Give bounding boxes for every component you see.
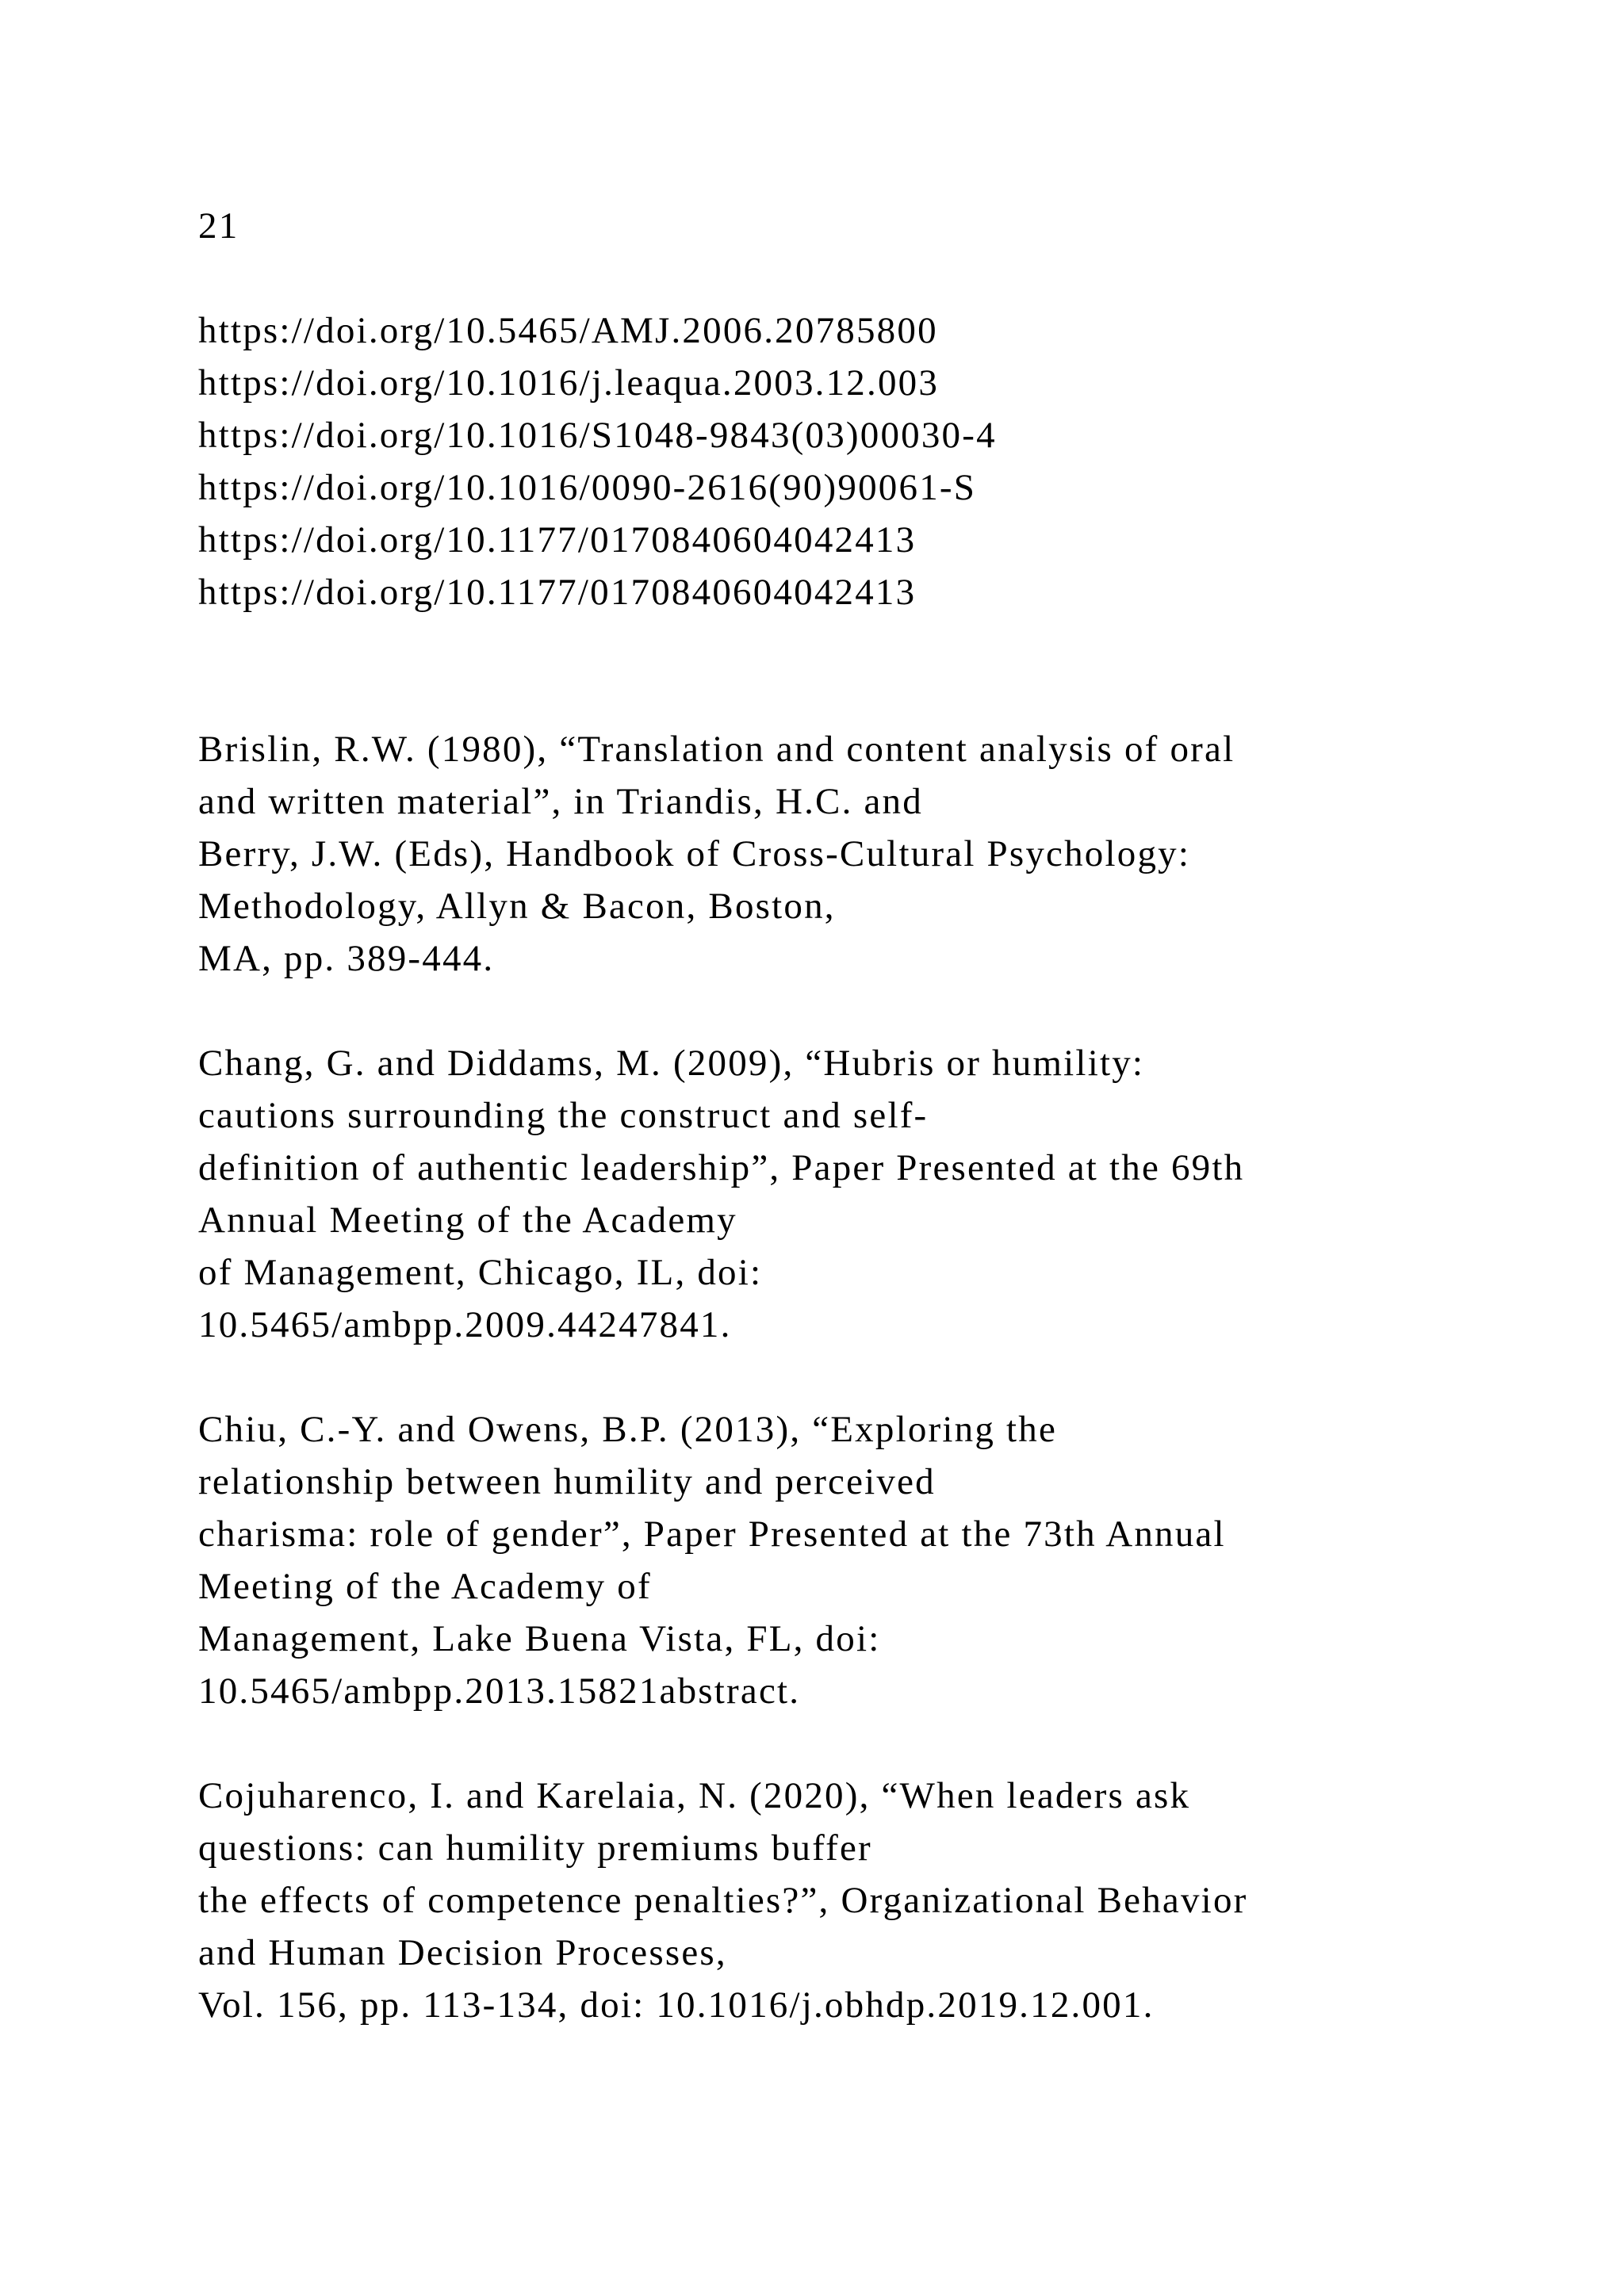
- reference-line: Annual Meeting of the Academy: [198, 1200, 737, 1241]
- reference-cojuharenco-2020: [198, 1770, 1435, 2031]
- reference-line: charisma: role of gender”, Paper Presented at the 73th Annual: [198, 1513, 1226, 1555]
- reference-line: Management, Lake Buena Vista, FL, doi:: [198, 1618, 881, 1659]
- doi-link-list: [198, 304, 1435, 618]
- reference-brislin-1980: [198, 723, 1435, 985]
- reference-line: 10.5465/ambpp.2013.15821abstract.: [198, 1670, 801, 1712]
- reference-line: and Human Decision Processes,: [198, 1932, 727, 1973]
- reference-line: 10.5465/ambpp.2009.44247841.: [198, 1304, 732, 1345]
- reference-line: cautions surrounding the construct and self-: [198, 1095, 929, 1136]
- reference-line: Chiu, C.-Y. and Owens, B.P. (2013), “Exploring the: [198, 1409, 1058, 1450]
- doi-link: https://doi.org/10.1016/0090-2616(90)90061-S: [198, 467, 977, 508]
- reference-chiu-2013: [198, 1403, 1435, 1717]
- reference-line: definition of authentic leadership”, Paper Presented at the 69th: [198, 1147, 1245, 1188]
- reference-line: Cojuharenco, I. and Karelaia, N. (2020), “When leaders ask: [198, 1775, 1191, 1816]
- reference-line: Vol. 156, pp. 113-134, doi: 10.1016/j.obhdp.2019.12.001.: [198, 1984, 1155, 2026]
- doi-link: https://doi.org/10.1016/j.leaqua.2003.12.003: [198, 362, 940, 404]
- reference-line: Meeting of the Academy of: [198, 1566, 652, 1607]
- page-number: 21: [198, 205, 239, 247]
- reference-line: Chang, G. and Diddams, M. (2009), “Hubris or humility:: [198, 1043, 1145, 1084]
- doi-link: https://doi.org/10.5465/AMJ.2006.20785800: [198, 310, 938, 351]
- reference-line: and written material”, in Triandis, H.C. and: [198, 781, 923, 822]
- reference-line: Methodology, Allyn & Bacon, Boston,: [198, 886, 836, 927]
- document-page: [198, 200, 1435, 2084]
- reference-line: relationship between humility and perceived: [198, 1461, 936, 1502]
- reference-line: Brislin, R.W. (1980), “Translation and content analysis of oral: [198, 729, 1235, 770]
- reference-chang-2009: [198, 1037, 1435, 1351]
- reference-line: MA, pp. 389-444.: [198, 938, 495, 979]
- doi-link: https://doi.org/10.1177/0170840604042413: [198, 572, 917, 613]
- doi-link: https://doi.org/10.1016/S1048-9843(03)00030-4: [198, 415, 997, 456]
- doi-link: https://doi.org/10.1177/0170840604042413: [198, 519, 917, 561]
- reference-line: Berry, J.W. (Eds), Handbook of Cross-Cultural Psychology:: [198, 833, 1191, 874]
- reference-line: of Management, Chicago, IL, doi:: [198, 1252, 763, 1293]
- reference-line: questions: can humility premiums buffer: [198, 1827, 872, 1869]
- reference-line: the effects of competence penalties?”, Organizational Behavior: [198, 1880, 1248, 1921]
